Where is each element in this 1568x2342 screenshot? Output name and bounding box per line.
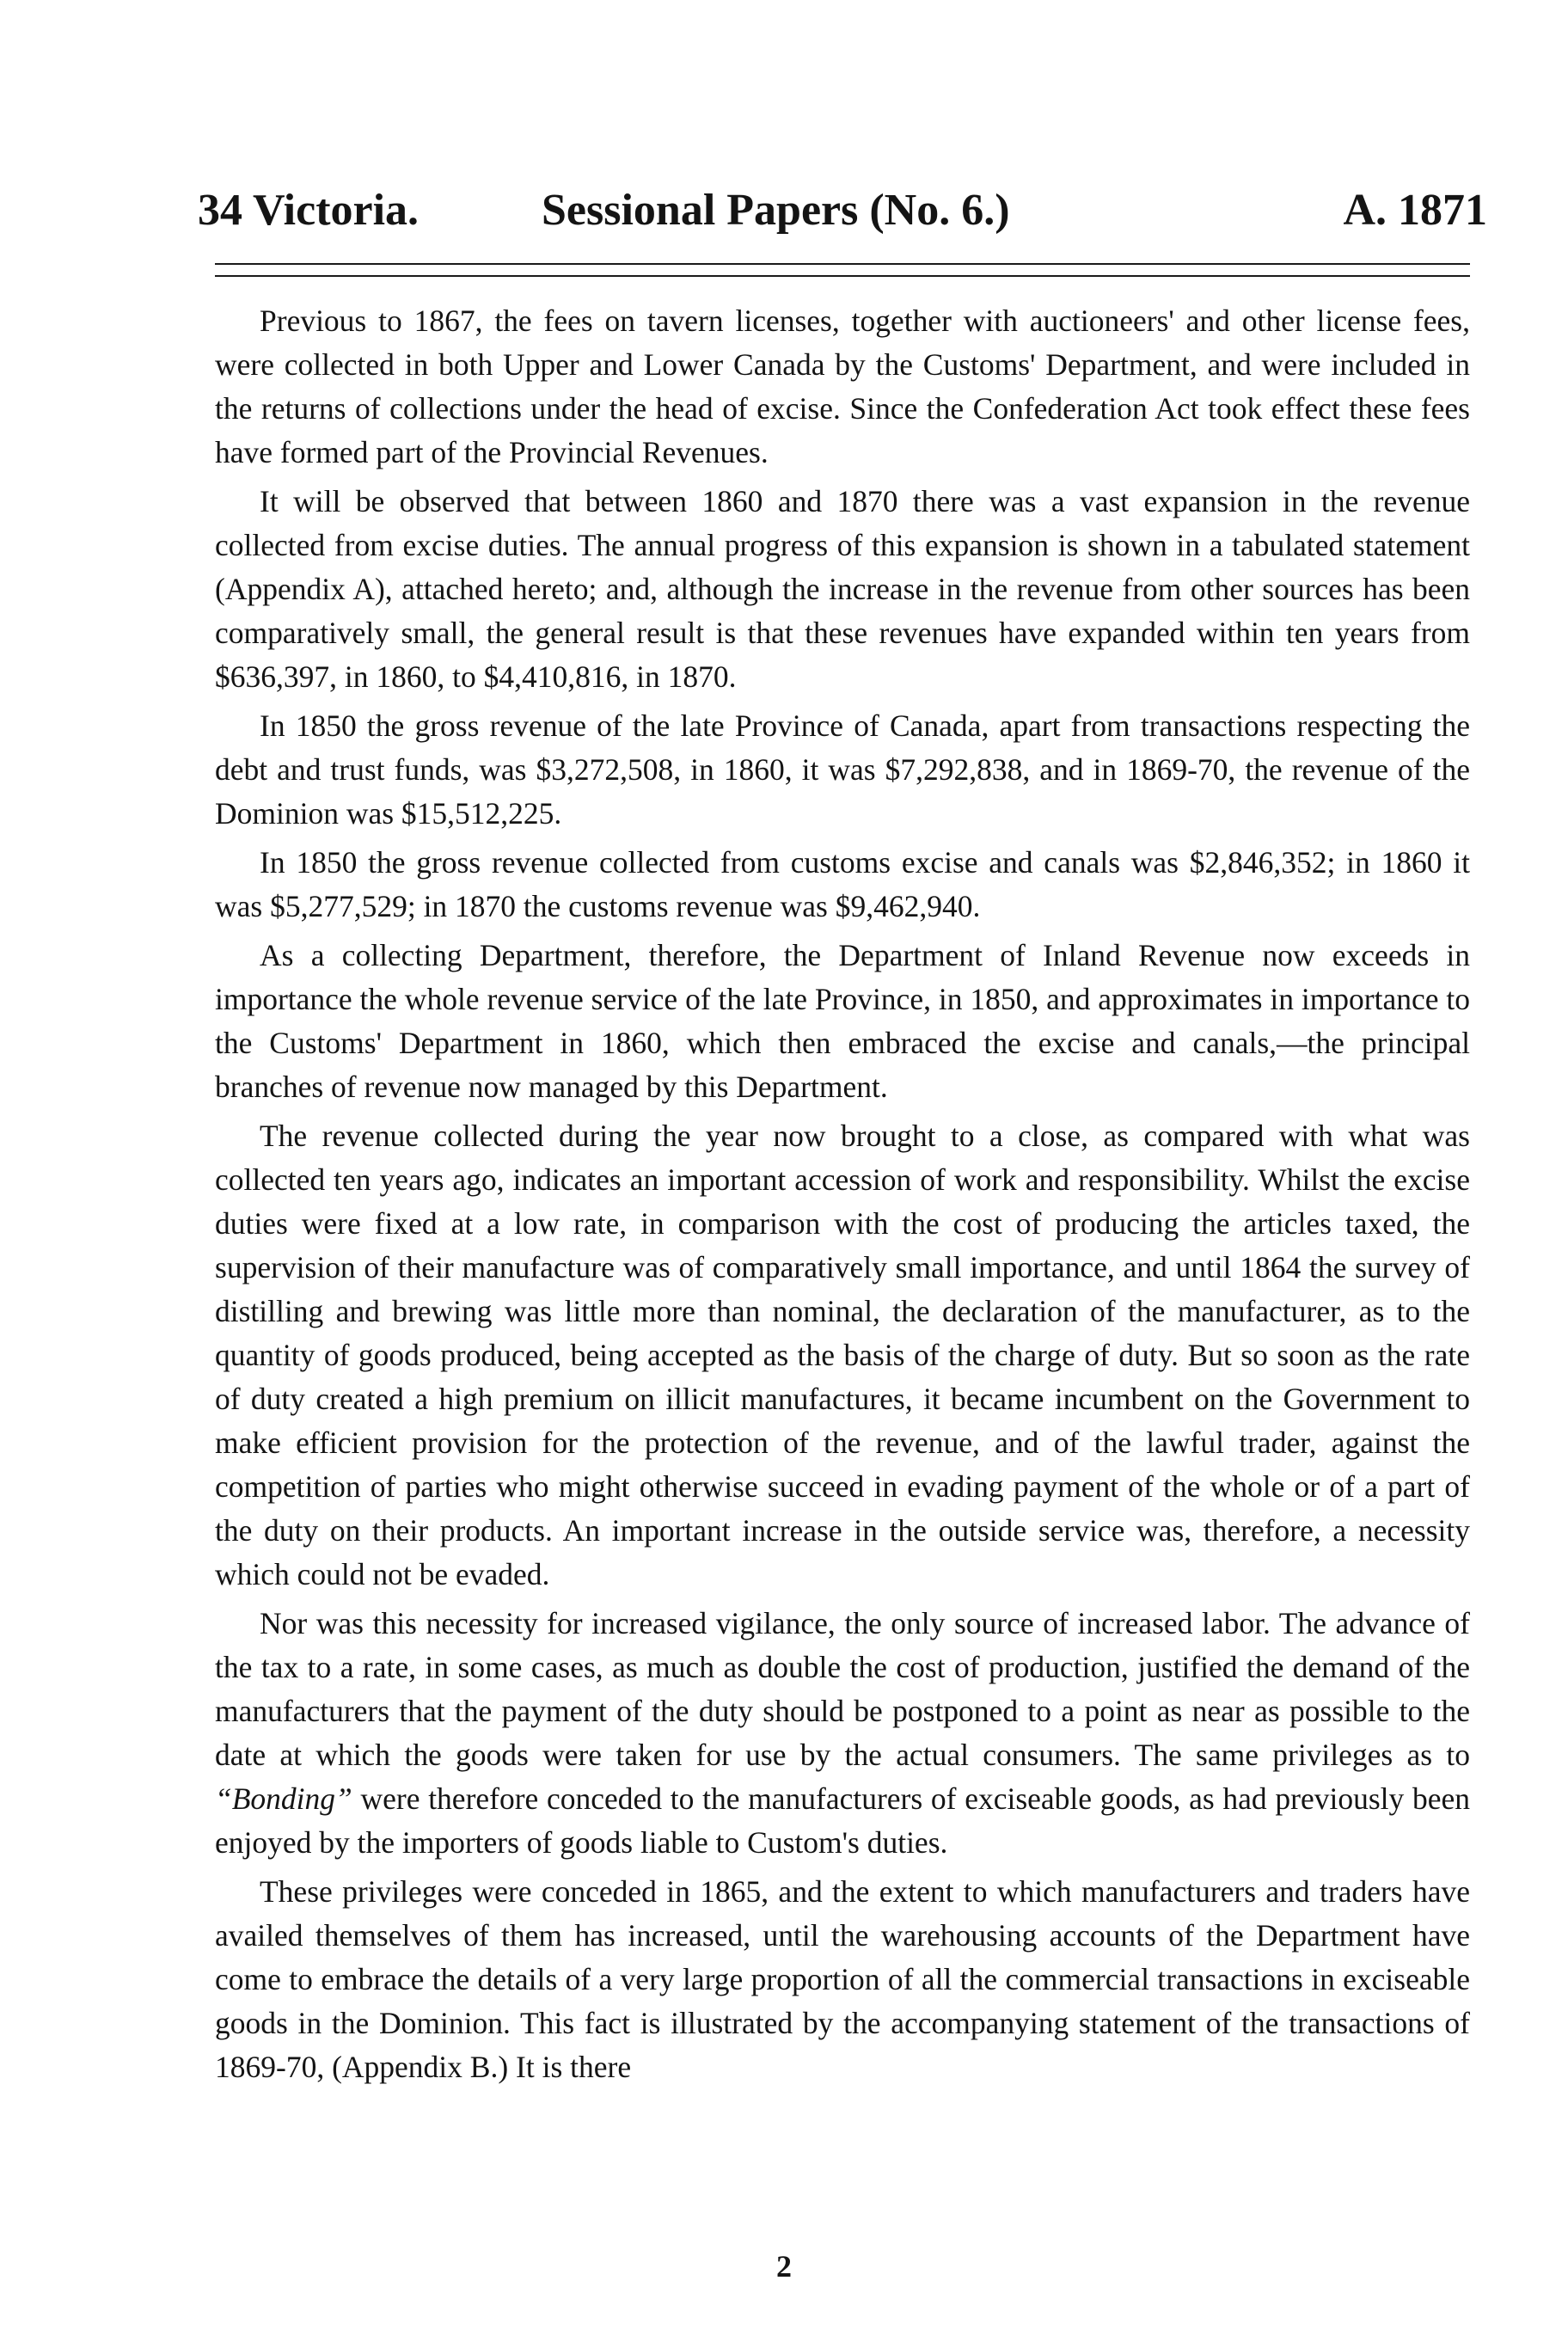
paragraph-excise-expansion: It will be observed that between 1860 and 1870 there was a vast expansion in the revenue collected from excise duties. The annual progress of this expansion is shown in a tabulated statement (Appendix A), attached hereto; and, although the increase in the revenue from other sources has been comparatively small, the general result is that these revenues have expanded within ten years from $636,397, in 1860, to $4,410,816, in 1870. [215, 484, 1470, 694]
paragraph-revenue-responsibility: The revenue collected during the year now brought to a close, as compared with what was collected ten years ago, indicates an important accession of work and responsibility. Whilst the excise duties were fixed at a low rate, in comparison with the cost of producing the articles taxed, the supervision of their manufacture was of comparatively small importance, and until 1864 the survey of distilling and brewing was little more than nominal, the declaration of the manufacturer, as to the quantity of goods produced, being accepted as the basis of the charge of duty. But so soon as the rate of duty created a high premium on illicit manufactures, it became incumbent on the Government to make efficient provision for the protection of the revenue, and of the lawful trader, against the competition of parties who might otherwise succeed in evading payment of the whole or of a part of the duty on their products. An important increase in the outside service was, therefore, a necessity which could not be evaded. [215, 1119, 1470, 1591]
header-rule-bottom [215, 275, 1470, 277]
header-series-year: A. 1871 [1343, 186, 1487, 235]
paragraph-collecting-department: As a collecting Department, therefore, the Department of Inland Revenue now exceeds in importance the whole revenue service of the late Province, in 1850, and approximates in importance to the Customs' Department in 1860, which then embraced the excise and canals,—the principal branches of revenue now managed by this Department. [215, 938, 1470, 1104]
paragraph-customs-excise-canals: In 1850 the gross revenue collected from customs excise and canals was $2,846,352; in 1860 it was $5,277,529; in 1870 the customs revenue was $9,462,940. [215, 845, 1470, 923]
paragraph-tavern-licenses: Previous to 1867, the fees on tavern licenses, together with auctioneers' and other license fees, were collected in both Upper and Lower Canada by the Customs' Department, and were included in the returns of collections under the head of excise. Since the Confederation Act took effect these fees have formed part of the Provincial Revenues. [215, 303, 1470, 469]
page-number: 2 [776, 2249, 792, 2284]
header-rule-top [215, 263, 1470, 265]
paragraph-gross-revenue-1850: In 1850 the gross revenue of the late Province of Canada, apart from transactions respecting the debt and trust funds, was $3,272,508, in 1860, it was $7,292,838, and in 1869-70, the revenue of the Dominion was $15,512,225. [215, 708, 1470, 831]
bonding-text-after: were therefore conceded to the manufacturers of exciseable goods, as had previously been enjoyed by the importers of goods liable to Custom's duties. [215, 1781, 1470, 1860]
header-sessional-papers: Sessional Papers (No. 6.) [542, 186, 1010, 235]
body-text [215, 299, 1470, 2094]
header-volume: 34 Victoria. [198, 186, 420, 235]
running-header [198, 185, 1487, 245]
bonding-text-before: Nor was this necessity for increased vigilance, the only source of increased labor. The advance of the tax to a rate, in some cases, as much as double the cost of production, justified the demand of the manufacturers that the payment of the duty should be postponed to a point as near as possible to the date at which the goods were taken for use by the actual consumers. The same privileges as to [215, 1606, 1470, 1772]
paragraph-warehousing-accounts: These privileges were conceded in 1865, and the extent to which manufacturers and traders have availed themselves of them has increased, until the warehousing accounts of the Department have come to embrace the details of a very large proportion of all the commercial transactions in exciseable goods in the Dominion. This fact is illustrated by the accompanying statement of the transactions of 1869-70, (Appendix B.) It is there [215, 1874, 1470, 2084]
bonding-term: “Bonding” [215, 1781, 352, 1816]
paragraph-bonding-privileges [215, 1602, 1470, 1865]
